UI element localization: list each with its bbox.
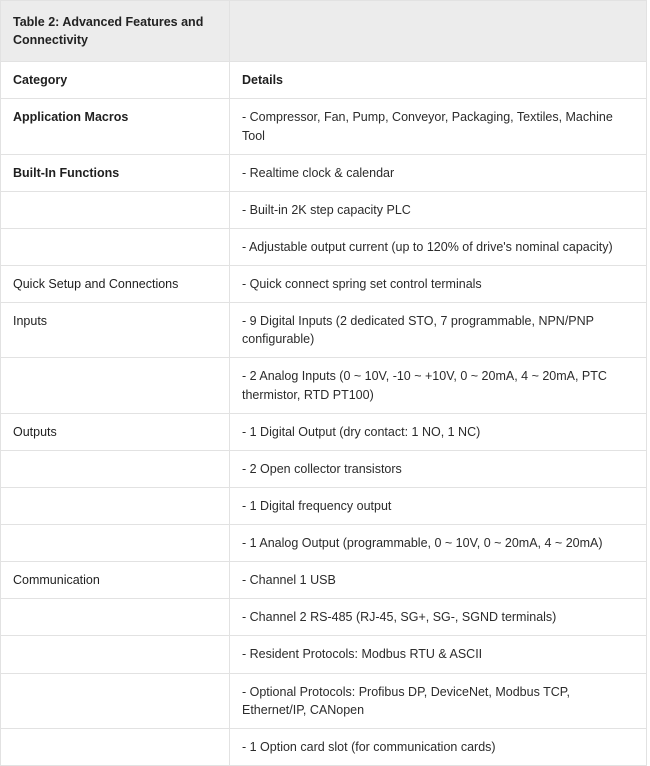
table-title-spacer <box>230 1 647 62</box>
row-category <box>1 673 230 728</box>
row-category: Application Macros <box>1 99 230 154</box>
row-category <box>1 728 230 765</box>
table-row <box>1 99 647 154</box>
table-row <box>1 562 647 599</box>
row-details: - Optional Protocols: Profibus DP, DeviceNet, Modbus TCP, Ethernet/IP, CANopen <box>230 673 647 728</box>
row-category <box>1 525 230 562</box>
row-details: - 1 Digital Output (dry contact: 1 NO, 1 NC) <box>230 413 647 450</box>
table-title-row <box>1 1 647 62</box>
table-row <box>1 673 647 728</box>
row-details: - 9 Digital Inputs (2 dedicated STO, 7 programmable, NPN/PNP configurable) <box>230 303 647 358</box>
table-row <box>1 266 647 303</box>
row-category: Quick Setup and Connections <box>1 266 230 303</box>
row-category <box>1 450 230 487</box>
column-header-category: Category <box>1 62 230 99</box>
table-row <box>1 413 647 450</box>
row-details: - 2 Analog Inputs (0 ~ 10V, -10 ~ +10V, 0 ~ 20mA, 4 ~ 20mA, PTC thermistor, RTD PT100) <box>230 358 647 413</box>
row-category <box>1 191 230 228</box>
row-category <box>1 487 230 524</box>
table-row <box>1 450 647 487</box>
row-details: - Built-in 2K step capacity PLC <box>230 191 647 228</box>
row-details: - 1 Analog Output (programmable, 0 ~ 10V, 0 ~ 20mA, 4 ~ 20mA) <box>230 525 647 562</box>
table-row <box>1 358 647 413</box>
table-row <box>1 191 647 228</box>
row-category: Outputs <box>1 413 230 450</box>
row-details: - Channel 2 RS-485 (RJ-45, SG+, SG-, SGND terminals) <box>230 599 647 636</box>
table-row <box>1 636 647 673</box>
row-details: - Quick connect spring set control terminals <box>230 266 647 303</box>
row-details: - Realtime clock & calendar <box>230 154 647 191</box>
table-body <box>1 1 647 766</box>
table-title: Table 2: Advanced Features and Connectivity <box>1 1 230 62</box>
table-row <box>1 228 647 265</box>
row-category <box>1 228 230 265</box>
row-details: - Adjustable output current (up to 120% of drive's nominal capacity) <box>230 228 647 265</box>
row-details: - 1 Option card slot (for communication cards) <box>230 728 647 765</box>
row-details: - 2 Open collector transistors <box>230 450 647 487</box>
table-row <box>1 154 647 191</box>
table-row <box>1 303 647 358</box>
column-header-details: Details <box>230 62 647 99</box>
row-category <box>1 636 230 673</box>
row-category: Communication <box>1 562 230 599</box>
row-category <box>1 358 230 413</box>
table-row <box>1 728 647 765</box>
row-category: Inputs <box>1 303 230 358</box>
table-row <box>1 525 647 562</box>
row-category <box>1 599 230 636</box>
row-details: - Channel 1 USB <box>230 562 647 599</box>
row-details: - 1 Digital frequency output <box>230 487 647 524</box>
table-row <box>1 487 647 524</box>
table-row <box>1 599 647 636</box>
row-category: Built-In Functions <box>1 154 230 191</box>
row-details: - Resident Protocols: Modbus RTU & ASCII <box>230 636 647 673</box>
row-details: - Compressor, Fan, Pump, Conveyor, Packaging, Textiles, Machine Tool <box>230 99 647 154</box>
table-header-row <box>1 62 647 99</box>
